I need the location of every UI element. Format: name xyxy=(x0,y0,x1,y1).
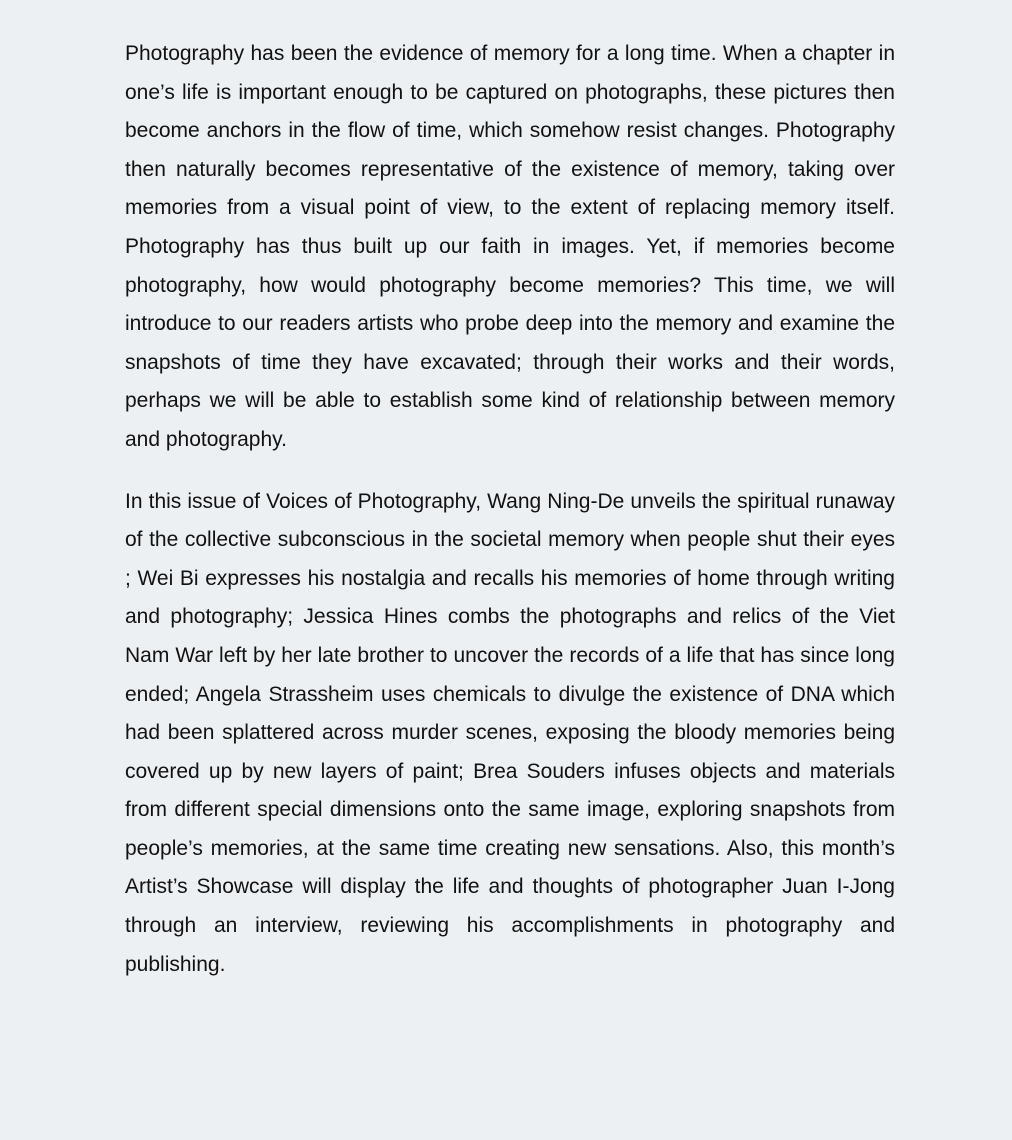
intro-paragraph: Photography has been the evidence of memory for a long time. When a chapter in one’s life is important enough to be captured on photographs, these pictures then become anchors in the flow of time, which somehow resist changes. Photography then naturally becomes representative of the existence of memory, taking over memories from a visual point of view, to the extent of replacing memory itself. Photography has thus built up our faith in images. Yet, if memories become photography, how would photography become memories? This time, we will introduce to our readers artists who probe deep into the memory and examine the snapshots of time they have excavated; through their works and their words, perhaps we will be able to establish some kind of relationship between memory and photography. xyxy=(125,42,895,451)
article-body xyxy=(125,35,895,984)
issue-summary-paragraph: In this issue of Voices of Photography, Wang Ning-De unveils the spiritual runaway of the collective subconscious in the societal memory when people shut their eyes ; Wei Bi expresses his nostalgia and recalls his memories of home through writing and photography; Jessica Hines combs the photographs and relics of the Viet Nam War left by her late brother to uncover the records of a life that has since long ended; Angela Strassheim uses chemicals to divulge the existence of DNA which had been splattered across murder scenes, exposing the bloody memories being covered up by new layers of paint; Brea Souders infuses objects and materials from different special dimensions onto the same image, exploring snapshots from people’s memories, at the same time creating new sensations. Also, this month’s Artist’s Showcase will display the life and thoughts of photographer Juan I-Jong through an interview, reviewing his accomplishments in photography and publishing. xyxy=(125,489,895,976)
